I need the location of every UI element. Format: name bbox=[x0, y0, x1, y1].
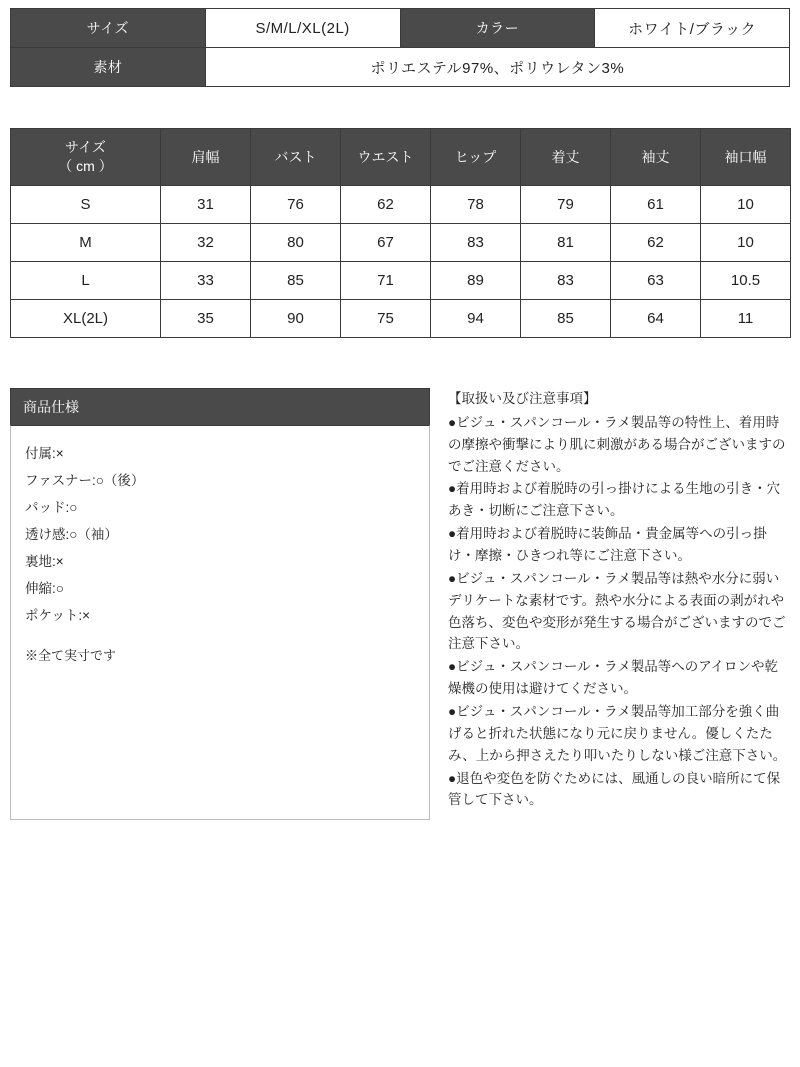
cell-size: XL(2L) bbox=[11, 300, 161, 338]
spec-value-color: ホワイト/ブラック bbox=[595, 9, 790, 48]
table-row bbox=[11, 300, 791, 338]
column-header-sleeve-length: 袖丈 bbox=[611, 129, 701, 186]
cell-bust: 85 bbox=[251, 262, 341, 300]
cell-size: M bbox=[11, 224, 161, 262]
list-item: 伸縮:○ bbox=[25, 581, 64, 596]
cautions-panel bbox=[448, 388, 790, 820]
cell-hip: 89 bbox=[431, 262, 521, 300]
table-row bbox=[11, 186, 791, 224]
list-item: ●ビジュ・スパンコール・ラメ製品等加工部分を強く曲げると折れた状態になり元に戻りません。優しくたたみ、上から押さえたり叩いたりしない様ご注意下さい。 bbox=[448, 704, 787, 763]
table-row bbox=[11, 48, 790, 87]
column-header-size bbox=[11, 129, 161, 186]
column-header-shoulder: 肩幅 bbox=[161, 129, 251, 186]
cell-size: L bbox=[11, 262, 161, 300]
cell-length: 83 bbox=[521, 262, 611, 300]
product-spec-body bbox=[10, 425, 430, 820]
column-header-cuff-width: 袖口幅 bbox=[701, 129, 791, 186]
product-spec-title: 商品仕様 bbox=[10, 388, 430, 425]
table-row bbox=[11, 224, 791, 262]
bottom-section bbox=[10, 388, 790, 820]
cell-sleeve-length: 64 bbox=[611, 300, 701, 338]
cell-bust: 76 bbox=[251, 186, 341, 224]
product-spec-note: ※全て実寸です bbox=[25, 648, 117, 663]
list-item: 裏地:× bbox=[25, 554, 64, 569]
cautions-title: 【取扱い及び注意事項】 bbox=[448, 391, 597, 406]
list-item: 透け感:○（袖） bbox=[25, 527, 118, 542]
spec-label-material: 素材 bbox=[11, 48, 206, 87]
cell-sleeve-length: 61 bbox=[611, 186, 701, 224]
cell-sleeve-length: 63 bbox=[611, 262, 701, 300]
cell-size: S bbox=[11, 186, 161, 224]
cell-waist: 75 bbox=[341, 300, 431, 338]
list-item: ●退色や変色を防ぐためには、風通しの良い暗所にて保管して下さい。 bbox=[448, 770, 781, 808]
cell-shoulder: 32 bbox=[161, 224, 251, 262]
cell-cuff-width: 10.5 bbox=[701, 262, 791, 300]
cell-length: 79 bbox=[521, 186, 611, 224]
cell-cuff-width: 10 bbox=[701, 186, 791, 224]
list-item: パッド:○ bbox=[25, 500, 78, 515]
list-item: 付属:× bbox=[25, 446, 64, 461]
spec-table bbox=[10, 8, 790, 87]
list-item: ファスナー:○（後） bbox=[25, 473, 145, 488]
list-item: ●ビジュ・スパンコール・ラメ製品等は熱や水分に弱いデリケートな素材です。熱や水分による表面の剥がれや色落ち、変色や変形が発生する場合がございますのでご注意下さい。 bbox=[448, 570, 786, 652]
cell-hip: 78 bbox=[431, 186, 521, 224]
cell-length: 81 bbox=[521, 224, 611, 262]
column-header-size-line1: サイズ bbox=[65, 139, 106, 156]
column-header-length: 着丈 bbox=[521, 129, 611, 186]
cell-shoulder: 33 bbox=[161, 262, 251, 300]
spec-value-size: S/M/L/XL(2L) bbox=[205, 9, 400, 48]
cell-waist: 71 bbox=[341, 262, 431, 300]
measurement-table bbox=[10, 128, 791, 338]
spec-label-color: カラー bbox=[400, 9, 595, 48]
cell-bust: 80 bbox=[251, 224, 341, 262]
column-header-bust: バスト bbox=[251, 129, 341, 186]
cell-hip: 83 bbox=[431, 224, 521, 262]
table-row bbox=[11, 9, 790, 48]
cell-hip: 94 bbox=[431, 300, 521, 338]
cell-waist: 62 bbox=[341, 186, 431, 224]
table-header-row bbox=[11, 129, 791, 186]
spec-label-size: サイズ bbox=[11, 9, 206, 48]
list-item: ●ビジュ・スパンコール・ラメ製品等の特性上、着用時の摩擦や衝撃により肌に刺激がある場合がございますのでご注意ください。 bbox=[448, 414, 786, 474]
cell-length: 85 bbox=[521, 300, 611, 338]
cell-shoulder: 35 bbox=[161, 300, 251, 338]
column-header-hip: ヒップ bbox=[431, 129, 521, 186]
list-item: ●着用時および着脱時に装飾品・貴金属等への引っ掛け・摩擦・ひきつれ等にご注意下さい。 bbox=[448, 526, 767, 564]
list-item: ●着用時および着脱時の引っ掛けによる生地の引き・穴あき・切断にご注意下さい。 bbox=[448, 481, 781, 519]
cell-cuff-width: 11 bbox=[701, 300, 791, 338]
cell-bust: 90 bbox=[251, 300, 341, 338]
cell-cuff-width: 10 bbox=[701, 224, 791, 262]
cell-sleeve-length: 62 bbox=[611, 224, 701, 262]
spec-value-material: ポリエステル97%、ポリウレタン3% bbox=[205, 48, 789, 87]
table-row bbox=[11, 262, 791, 300]
list-item: ●ビジュ・スパンコール・ラメ製品等へのアイロンや乾燥機の使用は避けてください。 bbox=[448, 659, 778, 697]
cell-waist: 67 bbox=[341, 224, 431, 262]
product-spec-panel bbox=[10, 388, 430, 820]
list-item: ポケット:× bbox=[25, 608, 90, 623]
column-header-size-line2: （ cm ） bbox=[58, 158, 113, 174]
cell-shoulder: 31 bbox=[161, 186, 251, 224]
column-header-waist: ウエスト bbox=[341, 129, 431, 186]
